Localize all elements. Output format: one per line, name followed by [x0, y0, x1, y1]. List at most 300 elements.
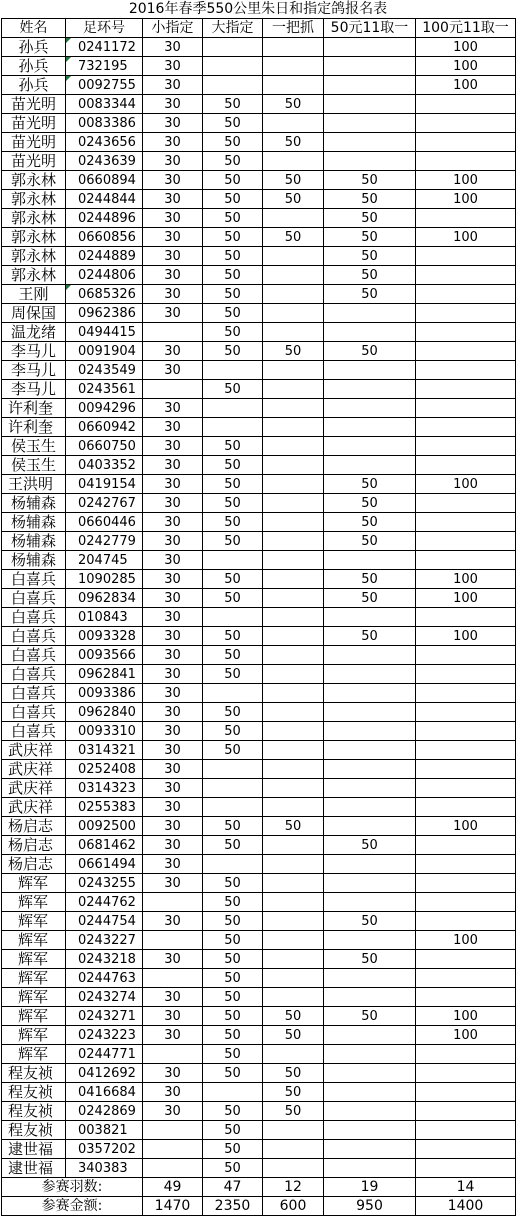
cell-big-designated: 50 — [203, 1007, 263, 1026]
ring-number-text: 0255383 — [78, 799, 136, 815]
cell-100-pick — [416, 779, 516, 798]
cell-name: 苗光明 — [2, 152, 66, 171]
cell-50-pick — [324, 1083, 416, 1102]
cell-50-pick — [324, 779, 416, 798]
cell-grab-all — [263, 1121, 324, 1140]
cell-small-designated: 30 — [143, 57, 203, 76]
cell-name: 白喜兵 — [2, 627, 66, 646]
cell-small-designated: 30 — [143, 646, 203, 665]
table-row — [2, 893, 516, 912]
cell-small-designated: 30 — [143, 399, 203, 418]
ring-number-text: 0314321 — [78, 742, 136, 758]
cell-ring-number — [66, 646, 143, 665]
cell-grab-all — [263, 475, 324, 494]
cell-100-pick — [416, 646, 516, 665]
ring-number-text: 0091904 — [78, 343, 136, 359]
table-row — [2, 532, 516, 551]
cell-100-pick — [416, 912, 516, 931]
cell-name: 武庆祥 — [2, 760, 66, 779]
cell-50-pick — [324, 798, 416, 817]
cell-ring-number — [66, 418, 143, 437]
cell-name: 郭永林 — [2, 209, 66, 228]
cell-grab-all: 50 — [263, 228, 324, 247]
cell-ring-number — [66, 1045, 143, 1064]
table-row — [2, 1140, 516, 1159]
cell-ring-number — [66, 342, 143, 361]
cell-ring-number — [66, 817, 143, 836]
cell-grab-all — [263, 285, 324, 304]
ring-number-text: 0681462 — [78, 837, 136, 853]
cell-100-pick — [416, 836, 516, 855]
cell-50-pick — [324, 855, 416, 874]
cell-grab-all — [263, 114, 324, 133]
table-row — [2, 285, 516, 304]
cell-grab-all: 50 — [263, 171, 324, 190]
cell-50-pick: 50 — [324, 494, 416, 513]
cell-big-designated: 50 — [203, 893, 263, 912]
ring-number-text: 0244806 — [78, 267, 136, 283]
cell-big-designated: 50 — [203, 228, 263, 247]
cell-100-pick — [416, 266, 516, 285]
cell-name: 郭永林 — [2, 228, 66, 247]
ring-number-text: 0314323 — [78, 780, 136, 796]
cell-100-pick — [416, 285, 516, 304]
cell-name: 辉军 — [2, 874, 66, 893]
cell-small-designated: 30 — [143, 874, 203, 893]
cell-name: 孙兵 — [2, 76, 66, 95]
cell-grab-all — [263, 931, 324, 950]
cell-big-designated: 50 — [203, 456, 263, 475]
cell-name: 辉军 — [2, 1026, 66, 1045]
cell-name: 李马儿 — [2, 380, 66, 399]
cell-ring-number — [66, 228, 143, 247]
cell-ring-number — [66, 1121, 143, 1140]
cell-name: 李马儿 — [2, 342, 66, 361]
table-row — [2, 836, 516, 855]
cell-small-designated: 30 — [143, 589, 203, 608]
ring-number-text: 0419154 — [78, 476, 136, 492]
cell-name: 辉军 — [2, 912, 66, 931]
cell-name: 白喜兵 — [2, 684, 66, 703]
cell-ring-number — [66, 475, 143, 494]
cell-big-designated: 50 — [203, 665, 263, 684]
ring-number-text: 0243223 — [78, 1027, 136, 1043]
cell-name: 孙兵 — [2, 38, 66, 57]
cell-name: 武庆祥 — [2, 741, 66, 760]
cell-100-pick — [416, 798, 516, 817]
ring-number-text: 0243549 — [78, 362, 136, 378]
cell-ring-number — [66, 969, 143, 988]
cell-ring-number — [66, 741, 143, 760]
cell-grab-all — [263, 893, 324, 912]
cell-big-designated — [203, 779, 263, 798]
table-row — [2, 1064, 516, 1083]
header-50-pick: 50元11取一 — [324, 19, 416, 38]
cell-grab-all — [263, 703, 324, 722]
table-row — [2, 114, 516, 133]
header-row — [2, 19, 516, 38]
cell-ring-number — [66, 627, 143, 646]
cell-big-designated: 50 — [203, 589, 263, 608]
cell-name: 程友祯 — [2, 1121, 66, 1140]
cell-name: 辉军 — [2, 1007, 66, 1026]
summary-100-pick: 1400 — [416, 1197, 516, 1216]
cell-50-pick — [324, 380, 416, 399]
cell-100-pick — [416, 760, 516, 779]
ring-number-text: 0661494 — [78, 856, 136, 872]
cell-big-designated: 50 — [203, 190, 263, 209]
cell-50-pick — [324, 1159, 416, 1178]
cell-big-designated: 50 — [203, 380, 263, 399]
cell-big-designated — [203, 798, 263, 817]
cell-50-pick — [324, 741, 416, 760]
cell-small-designated: 30 — [143, 133, 203, 152]
ring-number-text: 0244844 — [78, 191, 136, 207]
cell-ring-number — [66, 1007, 143, 1026]
cell-50-pick: 50 — [324, 836, 416, 855]
cell-small-designated: 30 — [143, 171, 203, 190]
cell-big-designated: 50 — [203, 1064, 263, 1083]
table-row — [2, 399, 516, 418]
cell-50-pick — [324, 874, 416, 893]
cell-small-designated: 30 — [143, 836, 203, 855]
cell-big-designated: 50 — [203, 722, 263, 741]
ring-number-text: 0244763 — [78, 970, 136, 986]
cell-name: 杨启志 — [2, 855, 66, 874]
cell-comment-marker — [66, 285, 71, 290]
cell-small-designated: 30 — [143, 1007, 203, 1026]
summary-label: 参赛金额: — [2, 1197, 143, 1216]
cell-small-designated: 30 — [143, 779, 203, 798]
table-row — [2, 1159, 516, 1178]
cell-small-designated — [143, 931, 203, 950]
cell-50-pick — [324, 114, 416, 133]
cell-small-designated: 30 — [143, 361, 203, 380]
cell-100-pick — [416, 114, 516, 133]
cell-100-pick — [416, 342, 516, 361]
summary-big-designated: 2350 — [203, 1197, 263, 1216]
cell-ring-number — [66, 1026, 143, 1045]
cell-grab-all — [263, 760, 324, 779]
cell-ring-number — [66, 152, 143, 171]
cell-100-pick — [416, 95, 516, 114]
cell-small-designated — [143, 1159, 203, 1178]
ring-number-text: 0412692 — [78, 1065, 136, 1081]
ring-number-text: 0357202 — [78, 1141, 136, 1157]
cell-small-designated — [143, 323, 203, 342]
ring-number-text: 0252408 — [78, 761, 136, 777]
cell-big-designated — [203, 57, 263, 76]
cell-50-pick — [324, 323, 416, 342]
cell-100-pick — [416, 1159, 516, 1178]
cell-100-pick — [416, 418, 516, 437]
cell-name: 周保国 — [2, 304, 66, 323]
cell-ring-number — [66, 76, 143, 95]
table-row — [2, 950, 516, 969]
ring-number-text: 0092755 — [78, 77, 136, 93]
ring-number-text: 0416684 — [78, 1084, 136, 1100]
cell-big-designated: 50 — [203, 931, 263, 950]
cell-grab-all — [263, 912, 324, 931]
cell-name: 郭永林 — [2, 190, 66, 209]
registration-table — [1, 18, 516, 1216]
table-row — [2, 494, 516, 513]
cell-small-designated: 30 — [143, 152, 203, 171]
cell-ring-number — [66, 950, 143, 969]
cell-grab-all — [263, 513, 324, 532]
cell-grab-all — [263, 627, 324, 646]
cell-grab-all — [263, 665, 324, 684]
cell-big-designated: 50 — [203, 969, 263, 988]
cell-name: 辉军 — [2, 988, 66, 1007]
ring-number-text: 0962834 — [78, 590, 136, 606]
table-row — [2, 722, 516, 741]
cell-grab-all — [263, 950, 324, 969]
table-row — [2, 570, 516, 589]
cell-ring-number — [66, 1064, 143, 1083]
cell-small-designated: 30 — [143, 1026, 203, 1045]
ring-number-text: 0243271 — [78, 1008, 136, 1024]
cell-small-designated: 30 — [143, 1083, 203, 1102]
cell-small-designated: 30 — [143, 437, 203, 456]
cell-ring-number — [66, 589, 143, 608]
cell-grab-all — [263, 57, 324, 76]
ring-number-text: 0241172 — [78, 39, 136, 55]
cell-small-designated: 30 — [143, 475, 203, 494]
cell-grab-all — [263, 551, 324, 570]
cell-50-pick — [324, 1045, 416, 1064]
ring-number-text: 0243561 — [78, 381, 136, 397]
cell-small-designated: 30 — [143, 608, 203, 627]
cell-100-pick: 100 — [416, 57, 516, 76]
cell-50-pick — [324, 57, 416, 76]
summary-row — [2, 1178, 516, 1197]
cell-name: 辉军 — [2, 931, 66, 950]
header-big-designated: 大指定 — [203, 19, 263, 38]
cell-name: 王洪明 — [2, 475, 66, 494]
cell-grab-all — [263, 532, 324, 551]
cell-100-pick: 100 — [416, 38, 516, 57]
cell-50-pick: 50 — [324, 627, 416, 646]
cell-name: 程友祯 — [2, 1102, 66, 1121]
cell-big-designated: 50 — [203, 95, 263, 114]
table-row — [2, 931, 516, 950]
cell-grab-all: 50 — [263, 190, 324, 209]
summary-50-pick: 950 — [324, 1197, 416, 1216]
cell-50-pick — [324, 1102, 416, 1121]
cell-100-pick — [416, 380, 516, 399]
cell-100-pick — [416, 494, 516, 513]
cell-big-designated: 50 — [203, 437, 263, 456]
cell-name: 杨启志 — [2, 836, 66, 855]
cell-name: 白喜兵 — [2, 589, 66, 608]
ring-number-text: 0660894 — [78, 172, 136, 188]
ring-number-text: 0094296 — [78, 400, 136, 416]
cell-big-designated: 50 — [203, 285, 263, 304]
cell-grab-all — [263, 361, 324, 380]
cell-big-designated: 50 — [203, 133, 263, 152]
cell-50-pick — [324, 1064, 416, 1083]
ring-number-text: 0962840 — [78, 704, 136, 720]
cell-name: 白喜兵 — [2, 703, 66, 722]
cell-100-pick — [416, 969, 516, 988]
cell-big-designated: 50 — [203, 1140, 263, 1159]
cell-100-pick — [416, 1140, 516, 1159]
cell-50-pick — [324, 760, 416, 779]
table-row — [2, 209, 516, 228]
cell-name: 武庆祥 — [2, 798, 66, 817]
cell-ring-number — [66, 893, 143, 912]
ring-number-text: 0244754 — [78, 913, 136, 929]
cell-100-pick — [416, 608, 516, 627]
cell-comment-marker — [66, 38, 71, 43]
table-row — [2, 133, 516, 152]
cell-100-pick — [416, 152, 516, 171]
cell-big-designated — [203, 361, 263, 380]
cell-grab-all — [263, 247, 324, 266]
cell-name: 郭永林 — [2, 171, 66, 190]
cell-grab-all: 50 — [263, 1102, 324, 1121]
cell-name: 程友祯 — [2, 1064, 66, 1083]
cell-small-designated: 30 — [143, 114, 203, 133]
cell-name: 苗光明 — [2, 133, 66, 152]
cell-name: 白喜兵 — [2, 646, 66, 665]
cell-50-pick: 50 — [324, 285, 416, 304]
cell-small-designated: 30 — [143, 38, 203, 57]
table-row — [2, 1026, 516, 1045]
cell-small-designated: 30 — [143, 684, 203, 703]
cell-100-pick — [416, 703, 516, 722]
ring-number-text: 0093328 — [78, 628, 136, 644]
cell-big-designated: 50 — [203, 304, 263, 323]
cell-name: 许利奎 — [2, 418, 66, 437]
cell-grab-all — [263, 969, 324, 988]
cell-100-pick — [416, 1102, 516, 1121]
summary-label: 参赛羽数: — [2, 1178, 143, 1197]
ring-number-text: 0243218 — [78, 951, 136, 967]
cell-50-pick — [324, 684, 416, 703]
cell-name: 逮世福 — [2, 1140, 66, 1159]
ring-number-text: 0244771 — [78, 1046, 136, 1062]
cell-ring-number — [66, 247, 143, 266]
cell-50-pick: 50 — [324, 266, 416, 285]
ring-number-text: 0242869 — [78, 1103, 136, 1119]
cell-name: 辉军 — [2, 969, 66, 988]
table-row — [2, 418, 516, 437]
table-row — [2, 380, 516, 399]
cell-grab-all — [263, 779, 324, 798]
cell-name: 温龙绪 — [2, 323, 66, 342]
cell-grab-all — [263, 456, 324, 475]
cell-grab-all: 50 — [263, 95, 324, 114]
cell-100-pick — [416, 361, 516, 380]
cell-100-pick — [416, 855, 516, 874]
table-row — [2, 646, 516, 665]
table-row — [2, 627, 516, 646]
cell-grab-all — [263, 1140, 324, 1159]
table-row — [2, 171, 516, 190]
cell-50-pick — [324, 1140, 416, 1159]
cell-ring-number — [66, 1102, 143, 1121]
cell-comment-marker — [66, 76, 71, 81]
cell-100-pick — [416, 513, 516, 532]
cell-small-designated — [143, 1045, 203, 1064]
cell-100-pick — [416, 893, 516, 912]
cell-100-pick: 100 — [416, 1026, 516, 1045]
table-row — [2, 38, 516, 57]
table-row — [2, 703, 516, 722]
cell-name: 辉军 — [2, 1045, 66, 1064]
table-row — [2, 228, 516, 247]
cell-100-pick — [416, 950, 516, 969]
cell-name: 侯玉生 — [2, 456, 66, 475]
cell-big-designated — [203, 551, 263, 570]
cell-big-designated — [203, 760, 263, 779]
cell-ring-number — [66, 760, 143, 779]
ring-number-text: 340383 — [78, 1160, 128, 1176]
table-row — [2, 1045, 516, 1064]
cell-grab-all: 50 — [263, 1026, 324, 1045]
cell-name: 杨辅森 — [2, 513, 66, 532]
cell-big-designated: 50 — [203, 1045, 263, 1064]
cell-big-designated: 50 — [203, 703, 263, 722]
cell-small-designated: 30 — [143, 665, 203, 684]
summary-grab-all: 600 — [263, 1197, 324, 1216]
cell-100-pick — [416, 1121, 516, 1140]
cell-50-pick: 50 — [324, 209, 416, 228]
cell-ring-number — [66, 608, 143, 627]
cell-100-pick — [416, 1083, 516, 1102]
cell-big-designated: 50 — [203, 152, 263, 171]
cell-100-pick — [416, 532, 516, 551]
cell-ring-number — [66, 1140, 143, 1159]
cell-ring-number — [66, 513, 143, 532]
table-row — [2, 741, 516, 760]
cell-name: 白喜兵 — [2, 608, 66, 627]
cell-big-designated — [203, 1083, 263, 1102]
ring-number-text: 0093310 — [78, 723, 136, 739]
cell-small-designated: 30 — [143, 817, 203, 836]
ring-number-text: 0092500 — [78, 818, 136, 834]
table-row — [2, 304, 516, 323]
table-row — [2, 152, 516, 171]
cell-ring-number — [66, 703, 143, 722]
cell-grab-all — [263, 874, 324, 893]
table-row — [2, 475, 516, 494]
cell-small-designated: 30 — [143, 304, 203, 323]
cell-small-designated: 30 — [143, 285, 203, 304]
cell-small-designated — [143, 380, 203, 399]
cell-grab-all — [263, 988, 324, 1007]
cell-name: 郭永林 — [2, 247, 66, 266]
table-row — [2, 760, 516, 779]
summary-grab-all: 12 — [263, 1178, 324, 1197]
cell-grab-all — [263, 646, 324, 665]
cell-100-pick: 100 — [416, 171, 516, 190]
cell-comment-marker — [66, 57, 71, 62]
ring-number-text: 0494415 — [78, 324, 136, 340]
table-row — [2, 513, 516, 532]
cell-name: 杨辅森 — [2, 494, 66, 513]
ring-number-text: 0244762 — [78, 894, 136, 910]
ring-number-text: 0242779 — [78, 533, 136, 549]
summary-100-pick: 14 — [416, 1178, 516, 1197]
cell-ring-number — [66, 570, 143, 589]
table-row — [2, 684, 516, 703]
cell-ring-number — [66, 779, 143, 798]
cell-name: 李马儿 — [2, 361, 66, 380]
cell-ring-number — [66, 665, 143, 684]
